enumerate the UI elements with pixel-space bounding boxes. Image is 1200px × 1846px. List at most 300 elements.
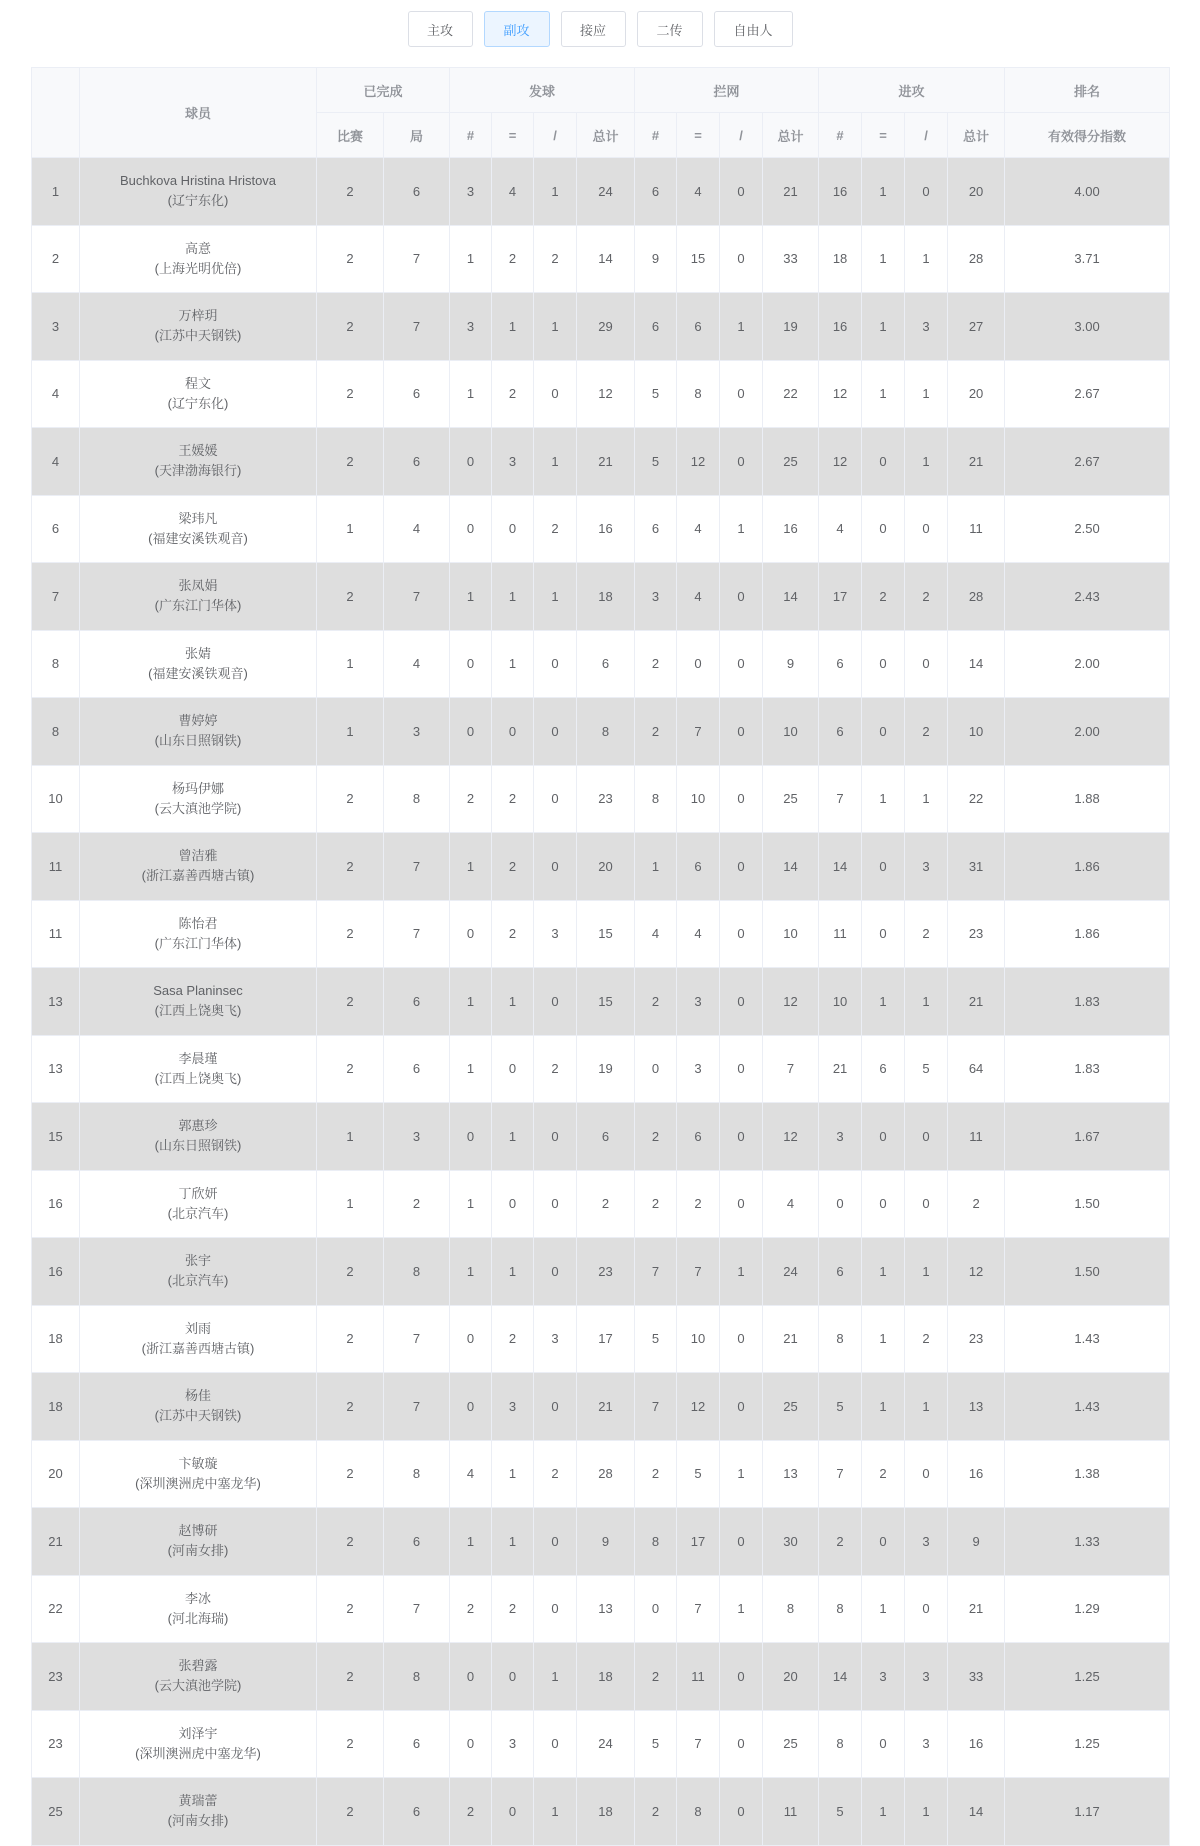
block-total-cell: 25 bbox=[763, 765, 819, 833]
block-equal-cell: 7 bbox=[677, 698, 720, 766]
table-body bbox=[32, 158, 1170, 1846]
serve-hash-cell: 0 bbox=[450, 698, 492, 766]
serve-equal-cell: 0 bbox=[492, 1170, 534, 1238]
serve-equal-cell: 2 bbox=[492, 833, 534, 901]
block-hash-cell: 2 bbox=[635, 1778, 677, 1846]
attack-equal-cell: 0 bbox=[862, 1710, 905, 1778]
sets-cell: 6 bbox=[384, 968, 450, 1036]
serve-slash-cell: 0 bbox=[534, 360, 577, 428]
matches-cell: 2 bbox=[317, 428, 384, 496]
player-name: 黄瑞蕾 bbox=[178, 1793, 218, 1809]
serve-total-cell: 18 bbox=[577, 1778, 635, 1846]
attack-total-cell: 11 bbox=[948, 495, 1005, 563]
block-total-cell: 19 bbox=[763, 293, 819, 361]
attack-slash-cell: 2 bbox=[905, 563, 948, 631]
attack-hash-cell: 8 bbox=[819, 1575, 862, 1643]
attack-hash-cell: 12 bbox=[819, 428, 862, 496]
serve-equal-cell: 0 bbox=[492, 495, 534, 563]
block-equal-cell: 6 bbox=[677, 833, 720, 901]
sets-cell: 7 bbox=[384, 1305, 450, 1373]
serve-slash-cell: 0 bbox=[534, 1103, 577, 1171]
attack-slash-cell: 0 bbox=[905, 1170, 948, 1238]
player-header: 球员 bbox=[80, 68, 317, 158]
rank-cell: 3 bbox=[32, 293, 80, 361]
serve-equal-cell: 1 bbox=[492, 1508, 534, 1576]
efficiency-index-cell: 3.71 bbox=[1005, 225, 1170, 293]
block-hash-cell: 2 bbox=[635, 1170, 677, 1238]
block-slash-cell: 0 bbox=[720, 1710, 763, 1778]
attack-total-cell: 14 bbox=[948, 630, 1005, 698]
efficiency-index-cell: 1.50 bbox=[1005, 1170, 1170, 1238]
tab-opposite[interactable]: 接应 bbox=[561, 11, 626, 47]
sets-cell: 6 bbox=[384, 1778, 450, 1846]
block-slash-cell: 0 bbox=[720, 563, 763, 631]
player-team: (福建安溪铁观音) bbox=[148, 665, 248, 681]
block-equal-cell: 3 bbox=[677, 1035, 720, 1103]
sets-cell: 7 bbox=[384, 900, 450, 968]
player-cell bbox=[80, 900, 317, 968]
rank-header bbox=[32, 68, 80, 158]
block-total-cell: 7 bbox=[763, 1035, 819, 1103]
player-cell bbox=[80, 630, 317, 698]
block-total-cell: 21 bbox=[763, 1305, 819, 1373]
block-equal-cell: 15 bbox=[677, 225, 720, 293]
serve-hash-cell: 3 bbox=[450, 158, 492, 226]
player-name: 曾洁雅 bbox=[178, 848, 218, 864]
player-cell bbox=[80, 968, 317, 1036]
serve-hash-cell: 0 bbox=[450, 1305, 492, 1373]
table-row bbox=[32, 1170, 1170, 1238]
serve-slash-cell: 1 bbox=[534, 563, 577, 631]
table-row bbox=[32, 360, 1170, 428]
matches-cell: 2 bbox=[317, 900, 384, 968]
attack-header: 进攻 bbox=[819, 68, 1005, 113]
efficiency-index-cell: 2.43 bbox=[1005, 563, 1170, 631]
player-cell bbox=[80, 293, 317, 361]
player-cell bbox=[80, 360, 317, 428]
serve-equal-cell: 2 bbox=[492, 900, 534, 968]
player-name: 张凤娟 bbox=[178, 578, 218, 594]
block-slash-cell: 0 bbox=[720, 630, 763, 698]
serve-slash-cell: 1 bbox=[534, 1643, 577, 1711]
serve-equal-header: = bbox=[492, 113, 534, 158]
rank-cell: 2 bbox=[32, 225, 80, 293]
attack-equal-cell: 2 bbox=[862, 1440, 905, 1508]
attack-equal-cell: 1 bbox=[862, 360, 905, 428]
block-equal-cell: 10 bbox=[677, 1305, 720, 1373]
attack-equal-cell: 1 bbox=[862, 968, 905, 1036]
block-total-cell: 8 bbox=[763, 1575, 819, 1643]
efficiency-index-cell: 1.17 bbox=[1005, 1778, 1170, 1846]
serve-total-cell: 12 bbox=[577, 360, 635, 428]
attack-equal-cell: 0 bbox=[862, 1103, 905, 1171]
serve-total-cell: 15 bbox=[577, 968, 635, 1036]
rank-cell: 23 bbox=[32, 1710, 80, 1778]
serve-total-cell: 19 bbox=[577, 1035, 635, 1103]
player-name: 卞敏璇 bbox=[178, 1455, 218, 1471]
serve-header: 发球 bbox=[450, 68, 635, 113]
player-team: (江苏中天钢铁) bbox=[154, 1408, 242, 1424]
attack-slash-cell: 3 bbox=[905, 293, 948, 361]
block-hash-cell: 8 bbox=[635, 1508, 677, 1576]
serve-slash-cell: 0 bbox=[534, 1373, 577, 1441]
efficiency-index-cell: 1.83 bbox=[1005, 968, 1170, 1036]
block-slash-cell: 1 bbox=[720, 1238, 763, 1306]
efficiency-index-cell: 1.38 bbox=[1005, 1440, 1170, 1508]
block-slash-cell: 0 bbox=[720, 225, 763, 293]
serve-slash-cell: 2 bbox=[534, 1440, 577, 1508]
serve-slash-cell: 2 bbox=[534, 1035, 577, 1103]
block-slash-cell: 1 bbox=[720, 495, 763, 563]
serve-hash-cell: 1 bbox=[450, 1508, 492, 1576]
rank-cell: 18 bbox=[32, 1305, 80, 1373]
block-equal-cell: 0 bbox=[677, 630, 720, 698]
serve-total-cell: 21 bbox=[577, 428, 635, 496]
serve-equal-cell: 1 bbox=[492, 1238, 534, 1306]
serve-hash-cell: 2 bbox=[450, 1575, 492, 1643]
block-total-cell: 24 bbox=[763, 1238, 819, 1306]
serve-slash-cell: 0 bbox=[534, 630, 577, 698]
player-cell bbox=[80, 1643, 317, 1711]
matches-cell: 2 bbox=[317, 1575, 384, 1643]
attack-slash-cell: 0 bbox=[905, 630, 948, 698]
attack-slash-cell: 3 bbox=[905, 1643, 948, 1711]
block-slash-cell: 0 bbox=[720, 1305, 763, 1373]
block-equal-cell: 17 bbox=[677, 1508, 720, 1576]
matches-cell: 1 bbox=[317, 698, 384, 766]
efficiency-index-cell: 2.50 bbox=[1005, 495, 1170, 563]
efficiency-index-cell: 1.86 bbox=[1005, 900, 1170, 968]
attack-hash-cell: 6 bbox=[819, 630, 862, 698]
attack-slash-cell: 2 bbox=[905, 698, 948, 766]
attack-total-cell: 2 bbox=[948, 1170, 1005, 1238]
attack-slash-cell: 1 bbox=[905, 1238, 948, 1306]
table-row bbox=[32, 1710, 1170, 1778]
player-name: 杨玛伊娜 bbox=[171, 780, 224, 796]
serve-slash-cell: 2 bbox=[534, 495, 577, 563]
sets-cell: 7 bbox=[384, 1373, 450, 1441]
player-name: 程文 bbox=[184, 375, 211, 391]
player-cell bbox=[80, 1103, 317, 1171]
serve-total-cell: 17 bbox=[577, 1305, 635, 1373]
serve-slash-cell: 0 bbox=[534, 968, 577, 1036]
efficiency-index-cell: 1.25 bbox=[1005, 1710, 1170, 1778]
attack-hash-cell: 4 bbox=[819, 495, 862, 563]
matches-cell: 2 bbox=[317, 1238, 384, 1306]
block-hash-cell: 7 bbox=[635, 1373, 677, 1441]
attack-total-cell: 31 bbox=[948, 833, 1005, 901]
serve-equal-cell: 4 bbox=[492, 158, 534, 226]
attack-hash-cell: 14 bbox=[819, 833, 862, 901]
player-team: (江苏中天钢铁) bbox=[154, 328, 242, 344]
rank-cell: 21 bbox=[32, 1508, 80, 1576]
sets-cell: 8 bbox=[384, 1440, 450, 1508]
serve-hash-cell: 0 bbox=[450, 495, 492, 563]
serve-equal-cell: 1 bbox=[492, 968, 534, 1036]
block-slash-cell: 1 bbox=[720, 293, 763, 361]
serve-slash-cell: 1 bbox=[534, 428, 577, 496]
tab-libero[interactable]: 自由人 bbox=[714, 11, 793, 47]
serve-slash-cell: 0 bbox=[534, 1508, 577, 1576]
serve-total-cell: 14 bbox=[577, 225, 635, 293]
player-name: 刘泽宇 bbox=[178, 1725, 218, 1741]
player-cell bbox=[80, 698, 317, 766]
block-slash-cell: 0 bbox=[720, 1373, 763, 1441]
table-row bbox=[32, 1305, 1170, 1373]
tab-outside-hitter[interactable]: 主攻 bbox=[408, 11, 473, 47]
player-cell bbox=[80, 1238, 317, 1306]
block-hash-cell: 2 bbox=[635, 1643, 677, 1711]
player-name: 刘雨 bbox=[184, 1320, 211, 1336]
rank-cell: 4 bbox=[32, 428, 80, 496]
player-name: 万梓玥 bbox=[178, 308, 218, 324]
matches-cell: 1 bbox=[317, 1103, 384, 1171]
attack-equal-cell: 0 bbox=[862, 833, 905, 901]
serve-equal-cell: 1 bbox=[492, 1440, 534, 1508]
attack-equal-cell: 1 bbox=[862, 293, 905, 361]
sets-cell: 8 bbox=[384, 765, 450, 833]
block-equal-cell: 7 bbox=[677, 1575, 720, 1643]
matches-cell: 2 bbox=[317, 1710, 384, 1778]
serve-equal-cell: 2 bbox=[492, 1305, 534, 1373]
block-slash-cell: 0 bbox=[720, 765, 763, 833]
attack-hash-cell: 14 bbox=[819, 1643, 862, 1711]
attack-total-cell: 20 bbox=[948, 360, 1005, 428]
block-equal-cell: 11 bbox=[677, 1643, 720, 1711]
serve-slash-cell: 0 bbox=[534, 698, 577, 766]
player-name: 李晨瑾 bbox=[178, 1050, 218, 1066]
attack-hash-cell: 2 bbox=[819, 1508, 862, 1576]
block-header: 拦网 bbox=[635, 68, 819, 113]
attack-slash-cell: 1 bbox=[905, 765, 948, 833]
serve-hash-cell: 0 bbox=[450, 1103, 492, 1171]
table-row bbox=[32, 225, 1170, 293]
table-row bbox=[32, 968, 1170, 1036]
attack-slash-cell: 3 bbox=[905, 1508, 948, 1576]
serve-total-cell: 24 bbox=[577, 158, 635, 226]
serve-total-cell: 13 bbox=[577, 1575, 635, 1643]
block-slash-cell: 0 bbox=[720, 1643, 763, 1711]
attack-hash-cell: 10 bbox=[819, 968, 862, 1036]
block-slash-cell: 0 bbox=[720, 158, 763, 226]
serve-hash-cell: 0 bbox=[450, 1373, 492, 1441]
attack-total-cell: 21 bbox=[948, 1575, 1005, 1643]
player-name: 高意 bbox=[184, 240, 211, 256]
block-hash-cell: 5 bbox=[635, 428, 677, 496]
block-equal-cell: 7 bbox=[677, 1238, 720, 1306]
block-total-cell: 9 bbox=[763, 630, 819, 698]
player-team: (山东日照钢铁) bbox=[154, 733, 242, 749]
serve-total-cell: 21 bbox=[577, 1373, 635, 1441]
block-hash-header: # bbox=[635, 113, 677, 158]
matches-cell: 2 bbox=[317, 1373, 384, 1441]
serve-total-cell: 16 bbox=[577, 495, 635, 563]
block-slash-cell: 0 bbox=[720, 968, 763, 1036]
attack-hash-header: # bbox=[819, 113, 862, 158]
attack-slash-cell: 1 bbox=[905, 225, 948, 293]
player-cell bbox=[80, 1710, 317, 1778]
player-team: (辽宁东化) bbox=[167, 193, 229, 209]
block-hash-cell: 8 bbox=[635, 765, 677, 833]
matches-cell: 1 bbox=[317, 1170, 384, 1238]
player-cell bbox=[80, 225, 317, 293]
sets-cell: 2 bbox=[384, 1170, 450, 1238]
block-equal-cell: 6 bbox=[677, 1103, 720, 1171]
block-hash-cell: 2 bbox=[635, 1440, 677, 1508]
matches-header: 比赛 bbox=[317, 113, 384, 158]
block-total-cell: 21 bbox=[763, 158, 819, 226]
efficiency-index-cell: 2.00 bbox=[1005, 630, 1170, 698]
attack-equal-cell: 1 bbox=[862, 1305, 905, 1373]
block-slash-cell: 0 bbox=[720, 698, 763, 766]
attack-hash-cell: 8 bbox=[819, 1305, 862, 1373]
rank-cell: 6 bbox=[32, 495, 80, 563]
sets-cell: 3 bbox=[384, 1103, 450, 1171]
serve-hash-cell: 4 bbox=[450, 1440, 492, 1508]
block-total-cell: 25 bbox=[763, 428, 819, 496]
attack-hash-cell: 5 bbox=[819, 1778, 862, 1846]
block-equal-cell: 4 bbox=[677, 563, 720, 631]
table-row bbox=[32, 1238, 1170, 1306]
block-hash-cell: 5 bbox=[635, 1710, 677, 1778]
rank-cell: 11 bbox=[32, 833, 80, 901]
block-hash-cell: 4 bbox=[635, 900, 677, 968]
player-team: (北京汽车) bbox=[167, 1273, 229, 1289]
block-total-header: 总计 bbox=[763, 113, 819, 158]
rank-cell: 15 bbox=[32, 1103, 80, 1171]
table-row bbox=[32, 833, 1170, 901]
attack-equal-cell: 1 bbox=[862, 1575, 905, 1643]
table-row bbox=[32, 765, 1170, 833]
attack-equal-cell: 2 bbox=[862, 563, 905, 631]
serve-equal-cell: 0 bbox=[492, 1778, 534, 1846]
player-name: 梁玮凡 bbox=[178, 510, 218, 526]
block-slash-cell: 0 bbox=[720, 833, 763, 901]
rank-cell: 8 bbox=[32, 698, 80, 766]
stats-table bbox=[31, 67, 1170, 1846]
attack-slash-cell: 1 bbox=[905, 428, 948, 496]
table-row bbox=[32, 1575, 1170, 1643]
attack-total-cell: 10 bbox=[948, 698, 1005, 766]
block-hash-cell: 0 bbox=[635, 1035, 677, 1103]
table-row bbox=[32, 158, 1170, 226]
block-hash-cell: 3 bbox=[635, 563, 677, 631]
efficiency-index-cell: 1.43 bbox=[1005, 1305, 1170, 1373]
tab-middle-blocker[interactable]: 副攻 bbox=[484, 11, 550, 47]
serve-slash-cell: 2 bbox=[534, 225, 577, 293]
player-team: (山东日照钢铁) bbox=[154, 1138, 242, 1154]
serve-total-cell: 8 bbox=[577, 698, 635, 766]
efficiency-index-cell: 2.00 bbox=[1005, 698, 1170, 766]
attack-slash-cell: 1 bbox=[905, 1373, 948, 1441]
efficiency-index-header: 有效得分指数 bbox=[1005, 113, 1170, 158]
attack-hash-cell: 5 bbox=[819, 1373, 862, 1441]
serve-slash-cell: 1 bbox=[534, 1778, 577, 1846]
attack-slash-cell: 0 bbox=[905, 495, 948, 563]
player-team: (云大滇池学院) bbox=[154, 1678, 242, 1694]
player-cell bbox=[80, 833, 317, 901]
attack-equal-cell: 0 bbox=[862, 1170, 905, 1238]
serve-hash-cell: 1 bbox=[450, 1238, 492, 1306]
sets-header: 局 bbox=[384, 113, 450, 158]
serve-hash-cell: 1 bbox=[450, 225, 492, 293]
player-name: 陈怡君 bbox=[178, 915, 218, 931]
efficiency-index-cell: 4.00 bbox=[1005, 158, 1170, 226]
block-slash-cell: 0 bbox=[720, 1170, 763, 1238]
matches-cell: 2 bbox=[317, 563, 384, 631]
block-hash-cell: 2 bbox=[635, 968, 677, 1036]
tab-setter[interactable]: 二传 bbox=[637, 11, 703, 47]
sets-cell: 6 bbox=[384, 360, 450, 428]
block-equal-cell: 4 bbox=[677, 900, 720, 968]
attack-slash-cell: 1 bbox=[905, 360, 948, 428]
serve-hash-cell: 1 bbox=[450, 968, 492, 1036]
block-slash-cell: 0 bbox=[720, 1035, 763, 1103]
block-equal-cell: 4 bbox=[677, 495, 720, 563]
block-slash-cell: 0 bbox=[720, 1778, 763, 1846]
player-cell bbox=[80, 1508, 317, 1576]
attack-total-cell: 11 bbox=[948, 1103, 1005, 1171]
block-hash-cell: 0 bbox=[635, 1575, 677, 1643]
matches-cell: 2 bbox=[317, 1778, 384, 1846]
player-team: (北京汽车) bbox=[167, 1205, 229, 1221]
attack-total-cell: 9 bbox=[948, 1508, 1005, 1576]
matches-cell: 1 bbox=[317, 495, 384, 563]
table-row bbox=[32, 698, 1170, 766]
serve-total-cell: 20 bbox=[577, 833, 635, 901]
matches-cell: 2 bbox=[317, 968, 384, 1036]
attack-hash-cell: 7 bbox=[819, 765, 862, 833]
attack-slash-cell: 2 bbox=[905, 900, 948, 968]
serve-equal-cell: 1 bbox=[492, 630, 534, 698]
attack-total-cell: 23 bbox=[948, 900, 1005, 968]
block-slash-cell: 0 bbox=[720, 1103, 763, 1171]
sets-cell: 6 bbox=[384, 158, 450, 226]
table-row bbox=[32, 1103, 1170, 1171]
attack-slash-cell: 3 bbox=[905, 1710, 948, 1778]
serve-total-cell: 23 bbox=[577, 765, 635, 833]
serve-hash-cell: 2 bbox=[450, 765, 492, 833]
block-equal-cell: 8 bbox=[677, 360, 720, 428]
attack-slash-cell: 2 bbox=[905, 1305, 948, 1373]
player-cell bbox=[80, 1170, 317, 1238]
efficiency-index-cell: 3.00 bbox=[1005, 293, 1170, 361]
attack-equal-cell: 1 bbox=[862, 765, 905, 833]
efficiency-index-cell: 1.33 bbox=[1005, 1508, 1170, 1576]
table-row bbox=[32, 495, 1170, 563]
serve-hash-cell: 0 bbox=[450, 1710, 492, 1778]
attack-total-cell: 64 bbox=[948, 1035, 1005, 1103]
block-slash-cell: 1 bbox=[720, 1440, 763, 1508]
attack-slash-cell: 5 bbox=[905, 1035, 948, 1103]
efficiency-index-cell: 2.67 bbox=[1005, 428, 1170, 496]
player-cell bbox=[80, 1305, 317, 1373]
serve-slash-cell: 0 bbox=[534, 1238, 577, 1306]
block-slash-cell: 0 bbox=[720, 428, 763, 496]
attack-total-header: 总计 bbox=[948, 113, 1005, 158]
block-hash-cell: 6 bbox=[635, 293, 677, 361]
serve-equal-cell: 3 bbox=[492, 1373, 534, 1441]
player-name: 王媛媛 bbox=[178, 443, 218, 459]
block-total-cell: 25 bbox=[763, 1373, 819, 1441]
serve-slash-cell: 1 bbox=[534, 293, 577, 361]
serve-slash-cell: 0 bbox=[534, 1170, 577, 1238]
sets-cell: 7 bbox=[384, 563, 450, 631]
block-equal-cell: 2 bbox=[677, 1170, 720, 1238]
sets-cell: 7 bbox=[384, 293, 450, 361]
serve-hash-cell: 0 bbox=[450, 630, 492, 698]
serve-equal-cell: 2 bbox=[492, 225, 534, 293]
